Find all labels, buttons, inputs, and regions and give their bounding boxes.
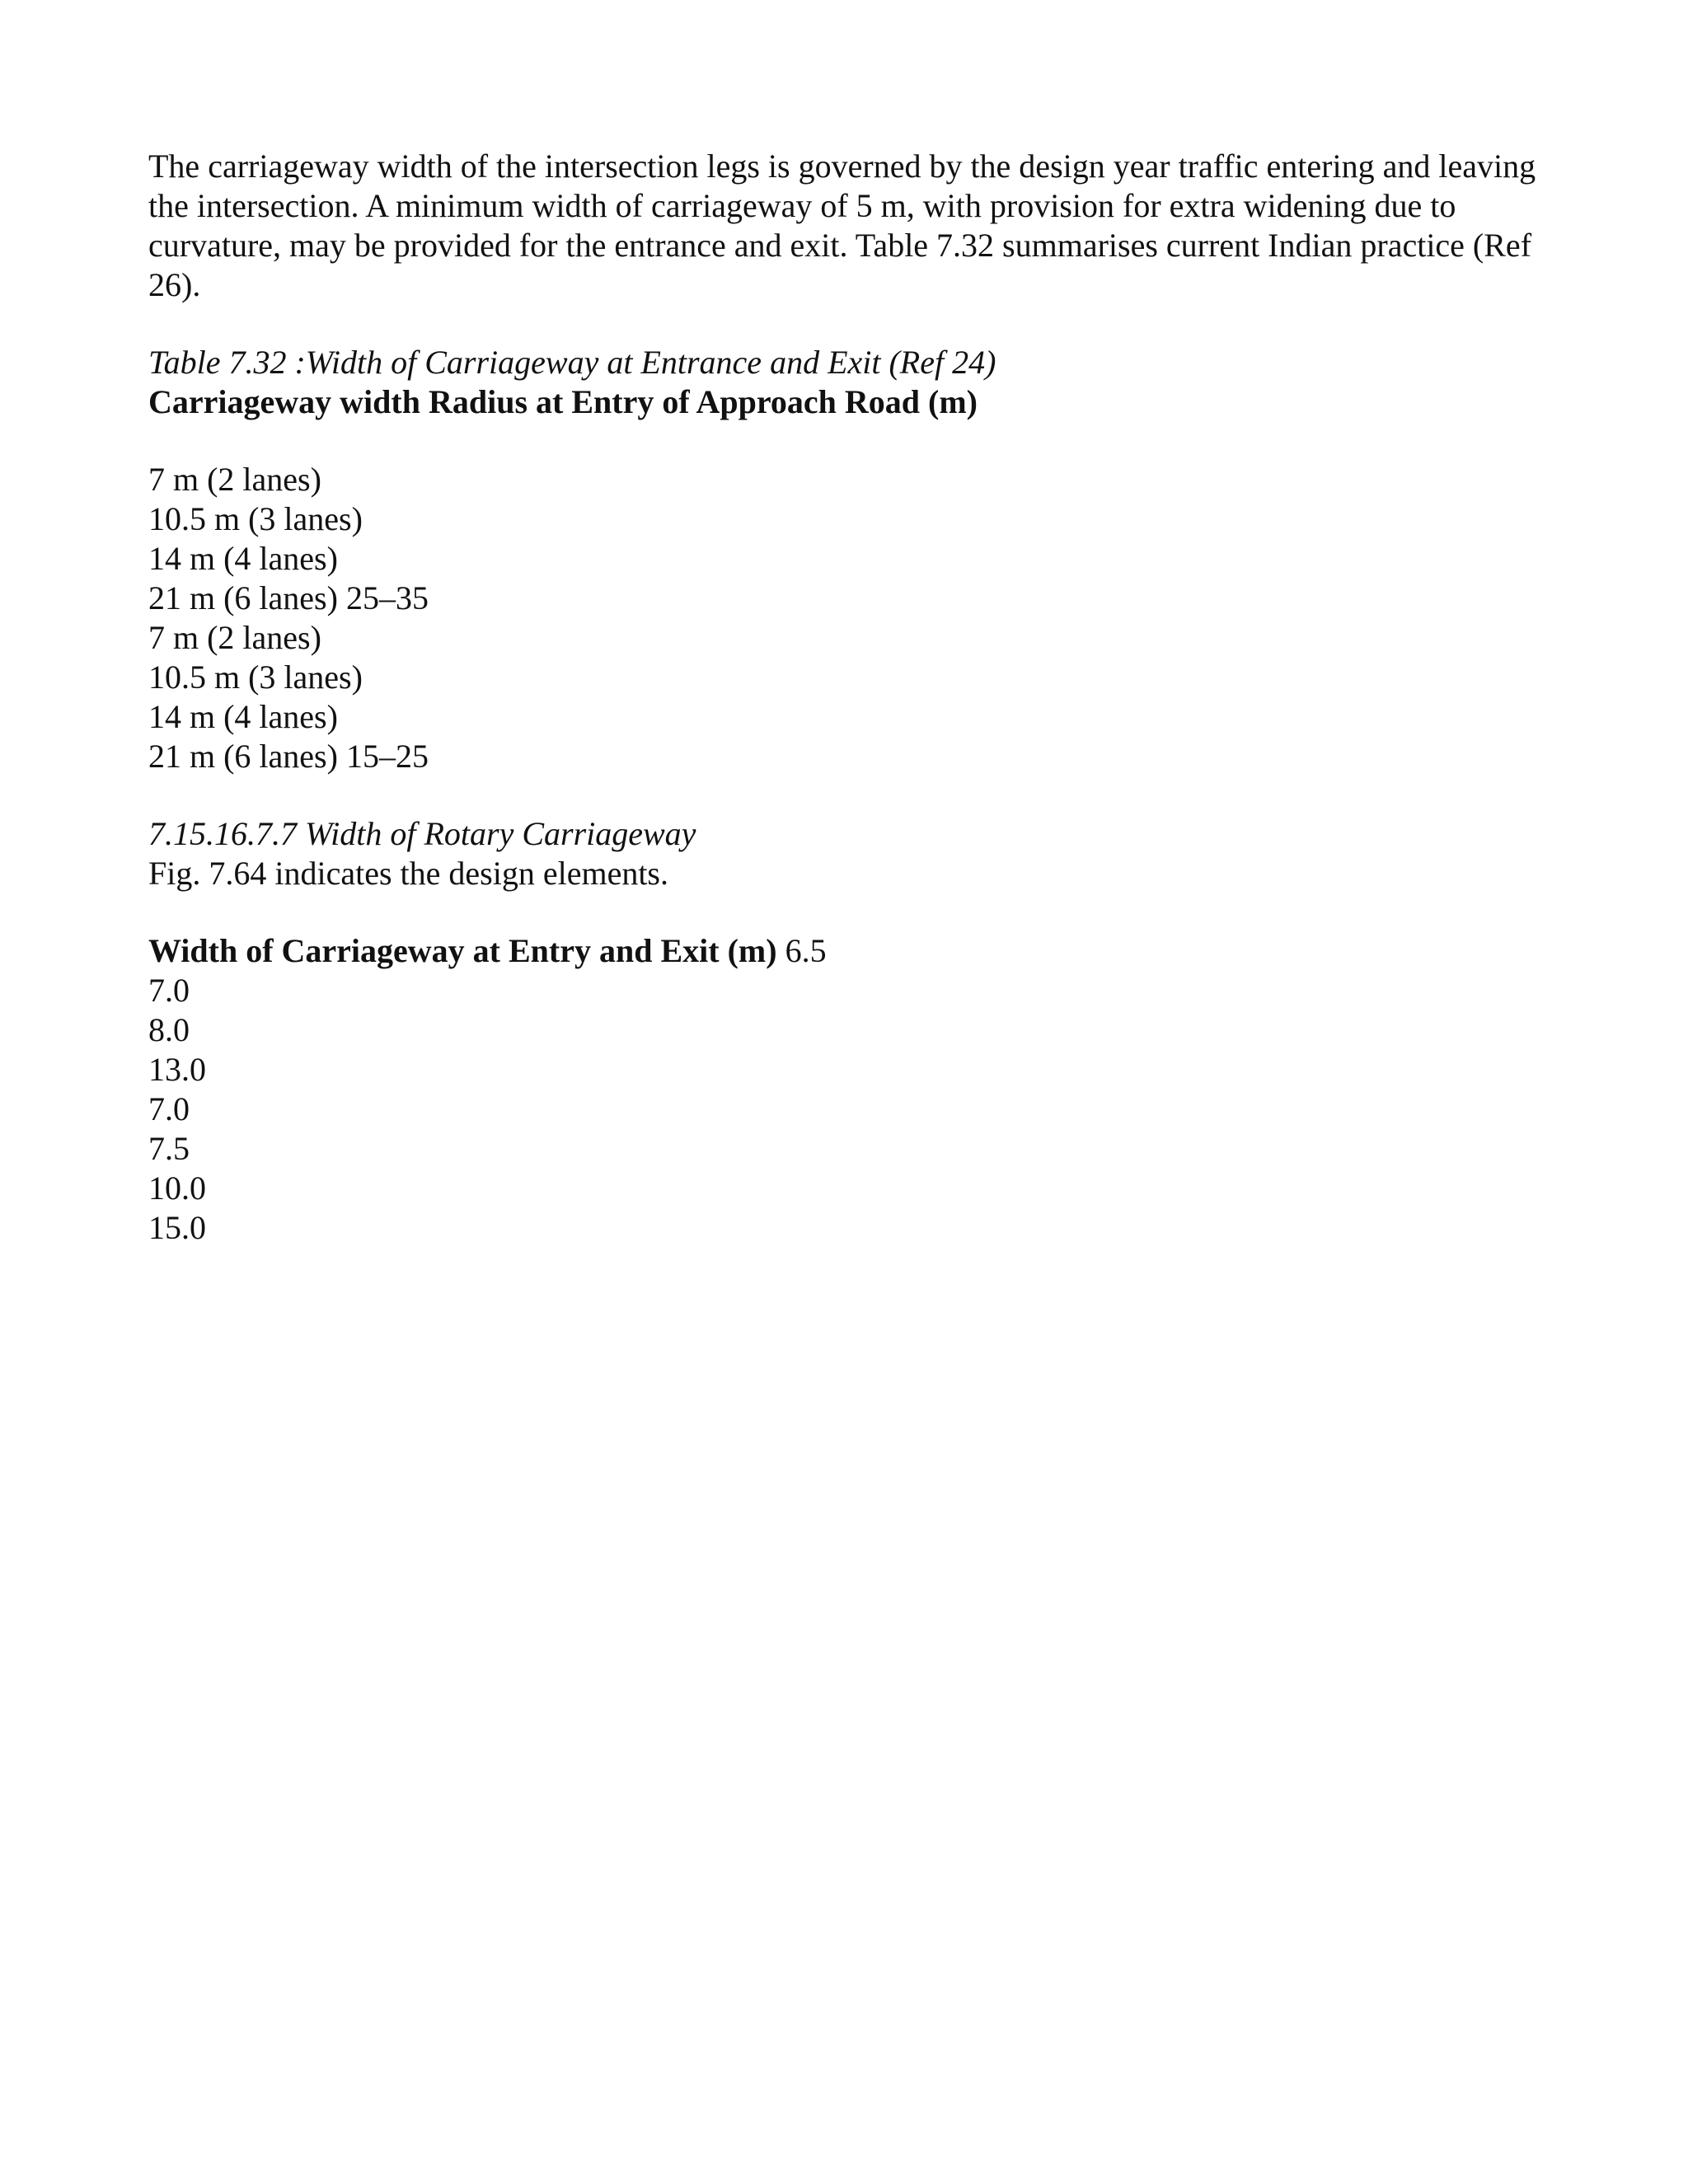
- table-row: 21 m (6 lanes) 15–25: [148, 738, 429, 775]
- width-value: 10.0: [148, 1169, 206, 1207]
- spacer: [148, 305, 1550, 343]
- spacer: [148, 422, 1550, 460]
- spacer: [148, 893, 1550, 931]
- width-value: 13.0: [148, 1051, 206, 1088]
- table-row: 14 m (4 lanes): [148, 540, 338, 577]
- table-rows: [148, 460, 1550, 776]
- widths-label: Width of Carriageway at Entry and Exit (m): [148, 932, 777, 969]
- table-row: 7 m (2 lanes): [148, 619, 321, 656]
- table-header: Carriageway width Radius at Entry of Approach Road (m): [148, 383, 978, 420]
- section-text: Fig. 7.64 indicates the design elements.: [148, 855, 668, 892]
- width-value: 7.5: [148, 1130, 190, 1167]
- intro-paragraph: The carriageway width of the intersection legs is governed by the design year traffic entering and leaving the intersection. A minimum width of carriageway of 5 m, with provision for extra widening due to curvature, may be provided for the entrance and exit. Table 7.32 summarises current Indian practice (Ref 26).: [148, 148, 1536, 303]
- widths-heading-line: [148, 931, 1550, 971]
- document-page: [148, 147, 1550, 1248]
- widths-values: [148, 971, 1550, 1248]
- width-value: 7.0: [148, 972, 190, 1009]
- table-caption: Table 7.32 :Width of Carriageway at Entrance and Exit (Ref 24): [148, 344, 996, 381]
- width-value: 8.0: [148, 1011, 190, 1048]
- table-row: 7 m (2 lanes): [148, 461, 321, 498]
- width-value: 7.0: [148, 1090, 190, 1127]
- table-row: 10.5 m (3 lanes): [148, 500, 363, 537]
- widths-first-value: 6.5: [785, 932, 827, 969]
- table-row: 10.5 m (3 lanes): [148, 658, 363, 696]
- table-row: 14 m (4 lanes): [148, 698, 338, 735]
- spacer: [148, 776, 1550, 814]
- width-value: 15.0: [148, 1209, 206, 1246]
- section-heading: 7.15.16.7.7 Width of Rotary Carriageway: [148, 815, 696, 852]
- table-row: 21 m (6 lanes) 25–35: [148, 579, 429, 616]
